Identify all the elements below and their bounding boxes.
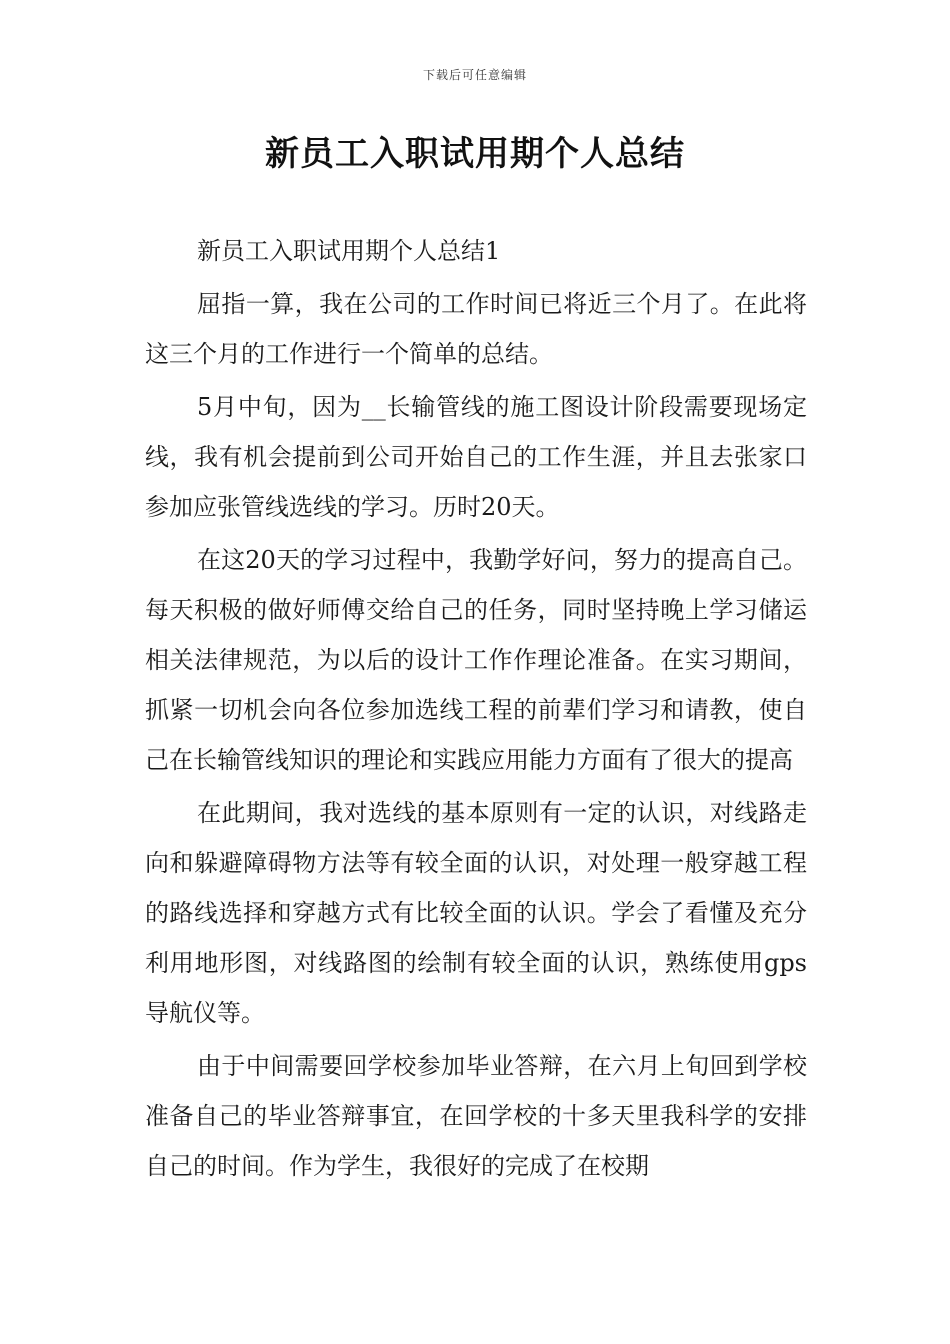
paragraph: 在这20天的学习过程中，我勤学好问，努力的提高自己。每天积极的做好师傅交给自己的任务，同时坚持晚上学习储运相关法律规范，为以后的设计工作作理论准备。在实习期间，抓紧一切机会向各位参加选线工程的前辈们学习和请教，使自己在长输管线知识的理论和实践应用能力方面有了很大的提高 bbox=[145, 546, 807, 774]
paragraph: 5月中旬，因为__长输管线的施工图设计阶段需要现场定线，我有机会提前到公司开始自己的工作生涯，并且去张家口参加应张管线选线的学习。历时20天。 bbox=[145, 393, 807, 521]
document-body bbox=[145, 226, 807, 1194]
header-note: 下载后可任意编辑 bbox=[422, 68, 527, 82]
section-heading: 新员工入职试用期个人总结1 bbox=[197, 237, 501, 265]
paragraph: 由于中间需要回学校参加毕业答辩，在六月上旬回到学校准备自己的毕业答辩事宜，在回学校的十多天里我科学的安排自己的时间。作为学生，我很好的完成了在校期 bbox=[145, 1052, 807, 1180]
paragraph: 屈指一算，我在公司的工作时间已将近三个月了。在此将这三个月的工作进行一个简单的总结。 bbox=[145, 290, 807, 368]
document-title: 新员工入职试用期个人总结 bbox=[265, 134, 685, 174]
paragraph: 在此期间，我对选线的基本原则有一定的认识，对线路走向和躲避障碍物方法等有较全面的认识，对处理一般穿越工程的路线选择和穿越方式有比较全面的认识。学会了看懂及充分利用地形图，对线路图的绘制有较全面的认识，熟练使用gps导航仪等。 bbox=[145, 799, 807, 1027]
